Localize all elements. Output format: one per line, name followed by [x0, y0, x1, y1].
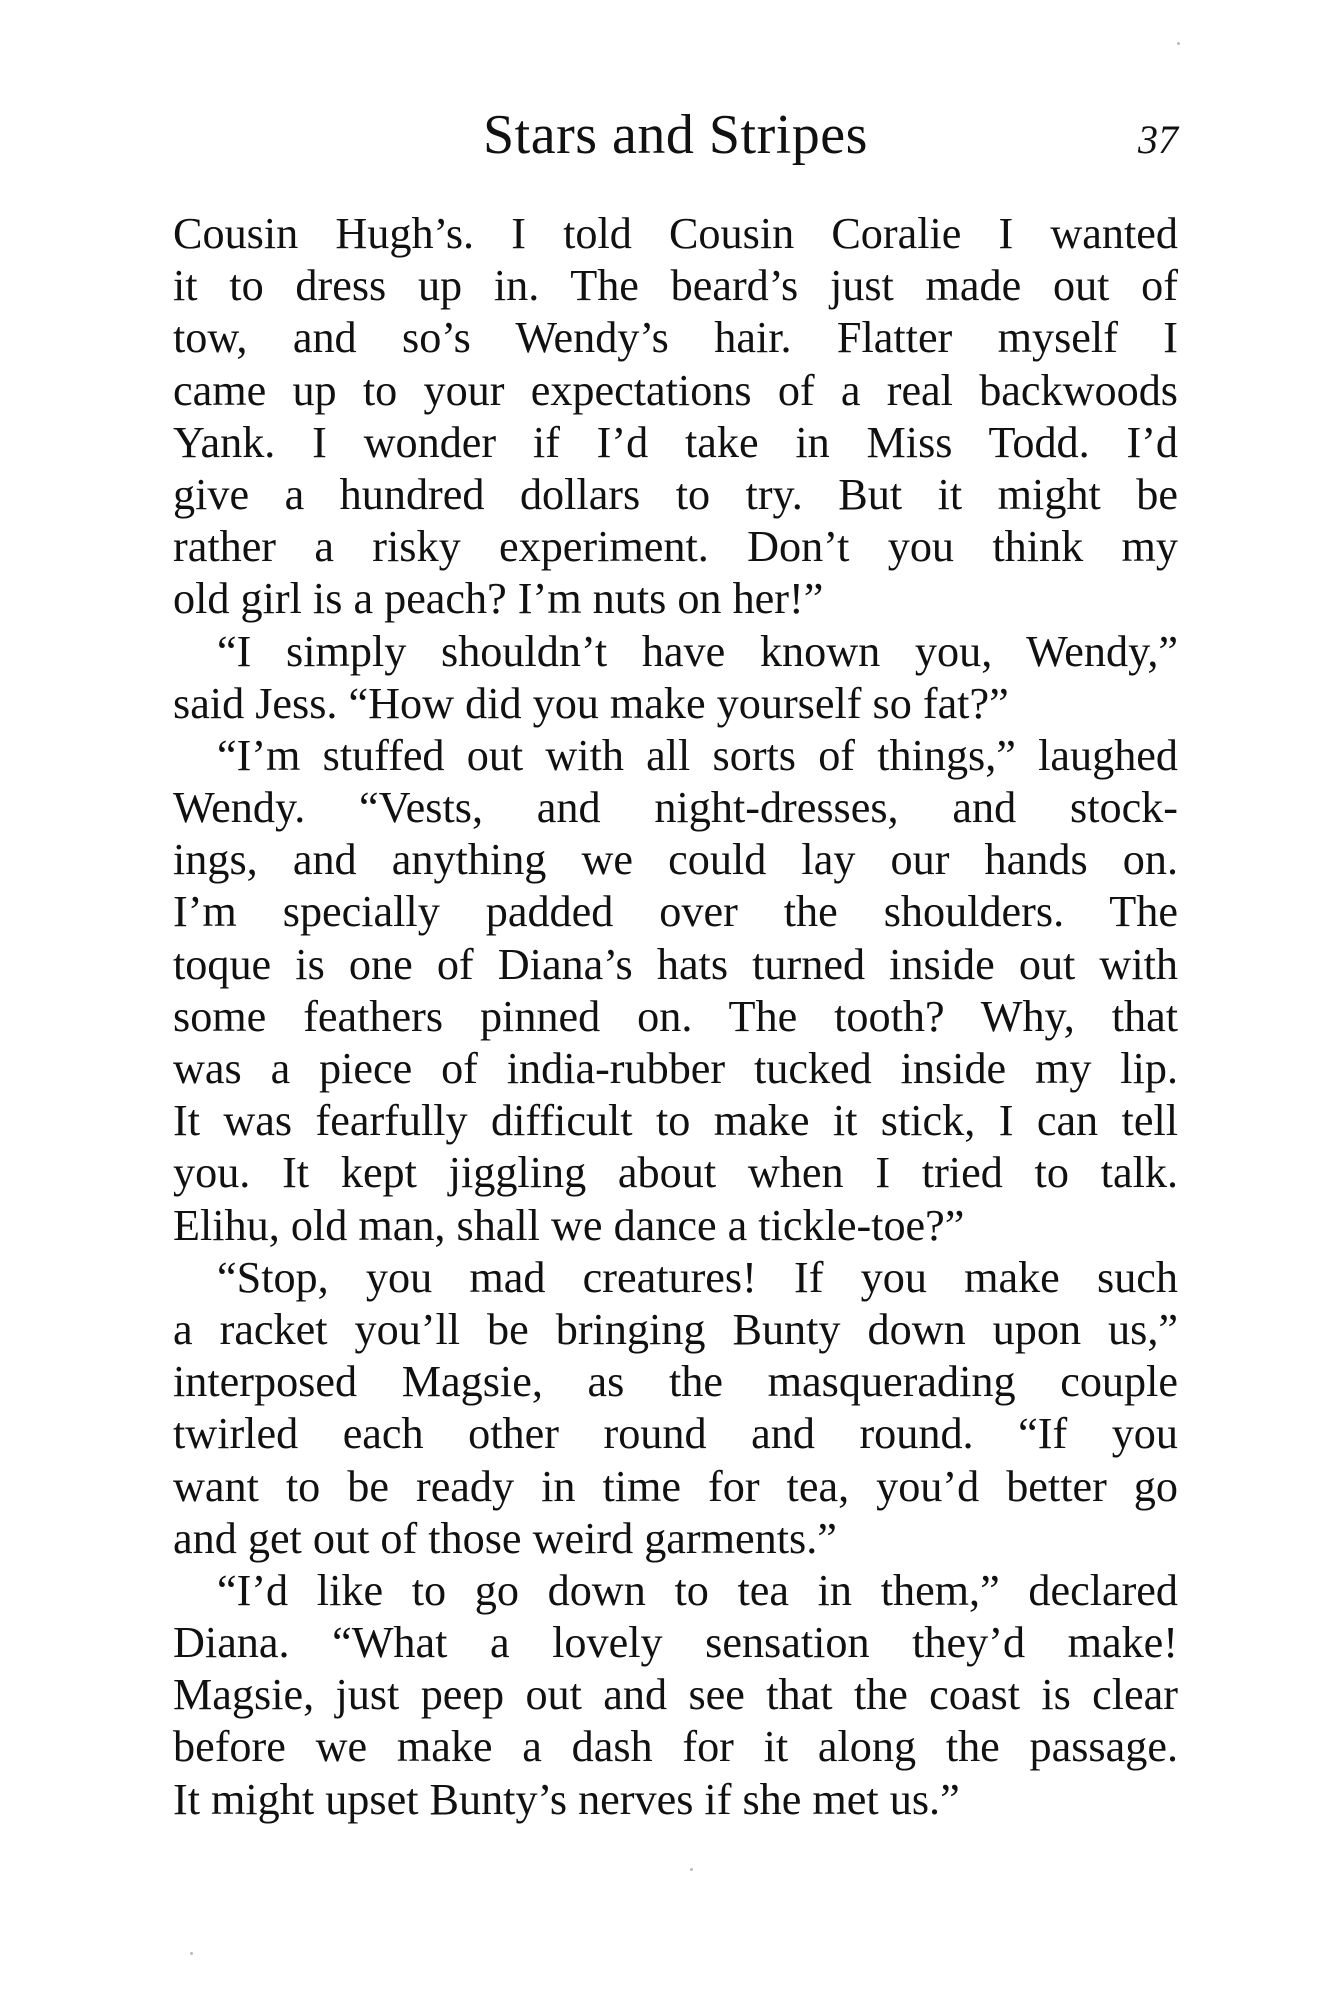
paper-speck: [1177, 42, 1180, 45]
text-line: It was fearfully difficult to make it stick, I can tell: [173, 1096, 1178, 1146]
text-line: want to be ready in time for tea, you’d better go: [173, 1461, 1178, 1511]
text-line: I’m specially padded over the shoulders. The: [173, 887, 1178, 937]
paper-speck: [190, 1952, 193, 1955]
running-head: [173, 100, 1178, 170]
text-line: twirled each other round and round. “If you: [173, 1409, 1178, 1459]
text-line: and get out of those weird garments.”: [173, 1513, 837, 1563]
paper-speck: [690, 1868, 693, 1871]
text-line: It might upset Bunty’s nerves if she met us.”: [173, 1774, 960, 1824]
running-title: Stars and Stripes: [483, 104, 868, 166]
text-line: a racket you’ll be bringing Bunty down upon us,”: [173, 1304, 1178, 1354]
text-line: “Stop, you mad creatures! If you make such: [217, 1252, 1178, 1302]
text-line: ings, and anything we could lay our hands on.: [173, 835, 1178, 885]
text-line: Diana. “What a lovely sensation they’d make!: [173, 1618, 1178, 1668]
text-line: Cousin Hugh’s. I told Cousin Coralie I wanted: [173, 209, 1178, 258]
text-line: Wendy. “Vests, and night-dresses, and stock-: [173, 783, 1178, 833]
text-line: Elihu, old man, shall we dance a tickle-toe?”: [173, 1200, 965, 1250]
text-line: tow, and so’s Wendy’s hair. Flatter myself I: [173, 313, 1178, 363]
text-line: interposed Magsie, as the masquerading couple: [173, 1357, 1178, 1407]
text-line: some feathers pinned on. The tooth? Why, that: [173, 991, 1178, 1041]
text-line: give a hundred dollars to try. But it might be: [173, 469, 1178, 519]
text-line: “I’d like to go down to tea in them,” declared: [217, 1565, 1178, 1615]
text-line: Magsie, just peep out and see that the coast is clear: [173, 1670, 1178, 1720]
text-line: “I’m stuffed out with all sorts of things,” laughed: [217, 730, 1178, 780]
text-line: before we make a dash for it along the passage.: [173, 1722, 1178, 1772]
page-number: 37: [1138, 117, 1178, 162]
text-line: was a piece of india-rubber tucked inside my lip.: [173, 1044, 1178, 1093]
text-line: old girl is a peach? I’m nuts on her!”: [173, 574, 824, 624]
body-text: [173, 208, 1178, 1826]
text-line: rather a risky experiment. Don’t you think my: [173, 522, 1178, 572]
text-line: toque is one of Diana’s hats turned inside out with: [173, 939, 1178, 989]
text-line: said Jess. “How did you make yourself so fat?”: [173, 678, 1009, 728]
text-line: Yank. I wonder if I’d take in Miss Todd. I’d: [173, 417, 1178, 467]
text-line: it to dress up in. The beard’s just made out of: [173, 261, 1178, 311]
text-line: came up to your expectations of a real backwoods: [173, 365, 1178, 415]
text-line: “I simply shouldn’t have known you, Wendy,”: [217, 626, 1178, 676]
text-line: you. It kept jiggling about when I tried to talk.: [173, 1148, 1178, 1198]
